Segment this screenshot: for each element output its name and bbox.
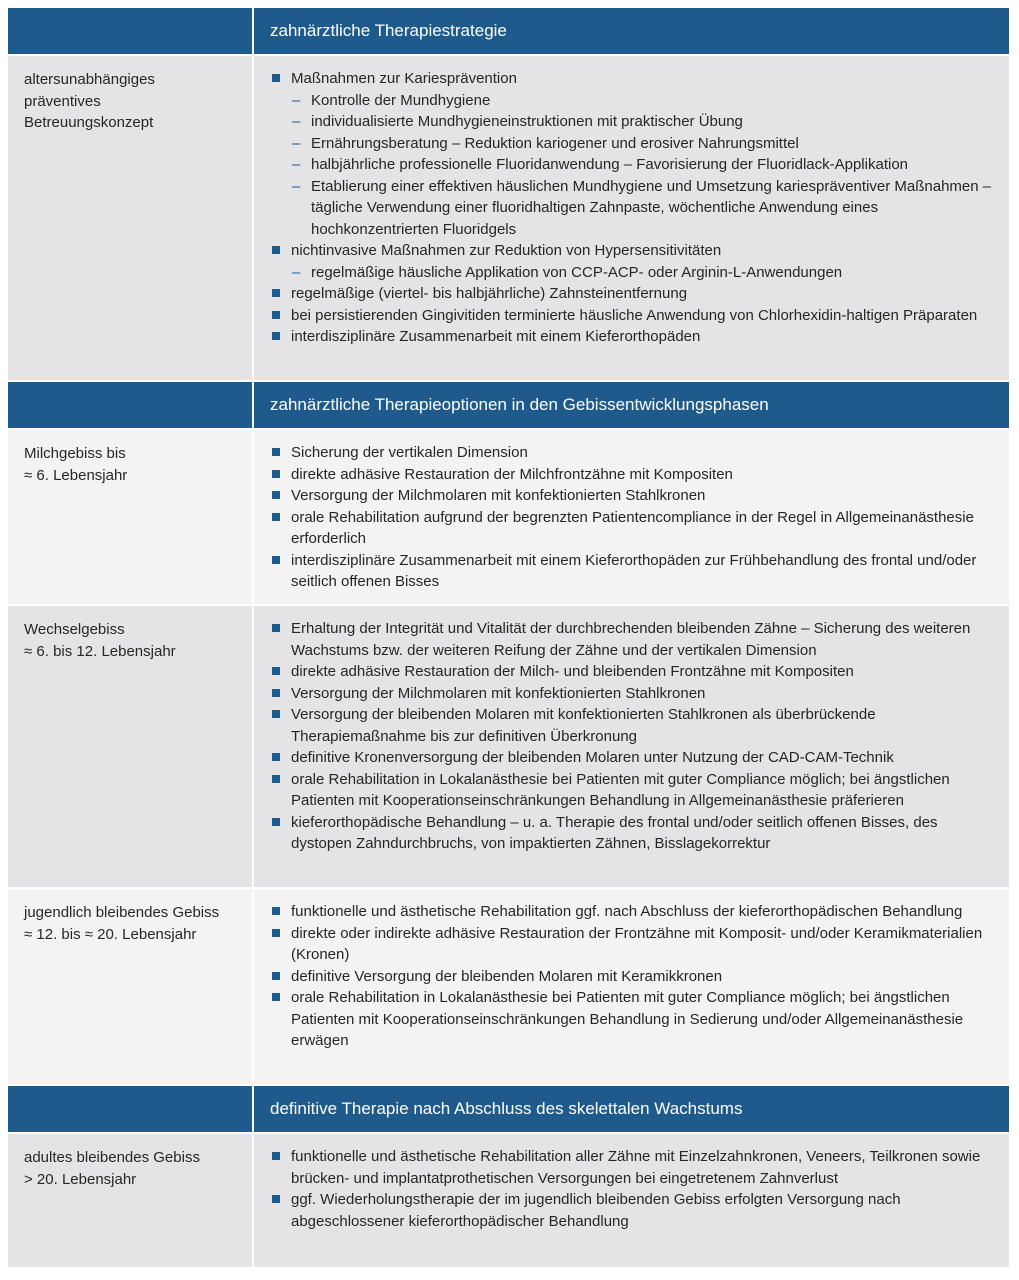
table-header-row xyxy=(8,8,1009,56)
list-item: Maßnahmen zur Kariesprävention – Kontrolle der Mundhygiene – individualisierte Mundhygieneinstruktionen mit praktischer Übung – Ernährungsberatung – Reduktion kariogener und erosiver Nahrungsmittel – halbjährliche professionelle Fluoridanwendung – Favorisierung der Fluoridlack-Applikation – Etablierung einer effektiven häuslichen Mundhygiene und Umsetzung kariespräventiver Maßnahmen – tägliche Verwendung einer fluoridhaltigen Zahnpaste, wöchentliche Anwendung eines hochkonzentrierten Fluoridgels xyxy=(268,68,995,240)
sub-list-item: – halbjährliche professionelle Fluoridanwendung – Favorisierung der Fluoridlack-Applikation xyxy=(291,154,995,176)
table-row xyxy=(8,430,1009,606)
table-header-row xyxy=(8,1086,1009,1134)
header-therapy-options: zahnärztliche Therapieoptionen in den Gebissentwicklungsphasen xyxy=(270,395,769,415)
sub-list-item: – Etablierung einer effektiven häuslichen Mundhygiene und Umsetzung kariespräventiver Maßnahmen – tägliche Verwendung einer fluoridhaltigen Zahnpaste, wöchentliche Anwendung eines hochkonzentrierten Fluoridgels xyxy=(291,176,995,241)
header-empty-cell xyxy=(8,8,254,54)
row-label-line: > 20. Lebensjahr xyxy=(24,1170,137,1188)
row-label-line: ≈ 6. bis 12. Lebensjahr xyxy=(24,642,176,660)
sub-list-item: – regelmäßige häusliche Applikation von CCP-ACP- oder Arginin-L-Anwendungen xyxy=(291,262,995,284)
table-row xyxy=(8,889,1009,1086)
row-label xyxy=(8,1134,254,1267)
list-item: nichtinvasive Maßnahmen zur Reduktion von Hypersensitivitäten – regelmäßige häusliche Applikation von CCP-ACP- oder Arginin-L-Anwendungen xyxy=(268,240,995,283)
list-item: Versorgung der Milchmolaren mit konfektionierten Stahlkronen xyxy=(268,485,995,507)
list-item: interdisziplinäre Zusammenarbeit mit einem Kieferorthopäden xyxy=(268,326,995,348)
row-label xyxy=(8,889,254,1084)
row-label-line: ≈ 6. Lebensjahr xyxy=(24,466,128,484)
row-label xyxy=(8,430,254,604)
list-item: funktionelle und ästhetische Rehabilitation ggf. nach Abschluss der kieferorthopädischen Behandlung xyxy=(268,901,995,923)
row-content xyxy=(254,1134,1009,1267)
list-item: Versorgung der bleibenden Molaren mit konfektionierten Stahlkronen als überbrückende Therapiemaßnahme bis zur definitiven Überkronung xyxy=(268,704,995,747)
list-item: Sicherung der vertikalen Dimension xyxy=(268,442,995,464)
list-item: interdisziplinäre Zusammenarbeit mit einem Kieferorthopäden zur Frühbehandlung des frontal und/oder seitlich offenen Bisses xyxy=(268,550,995,593)
list-item: bei persistierenden Gingivitiden terminierte häusliche Anwendung von Chlorhexidin-haltigen Präparaten xyxy=(268,305,995,327)
row-label-line: altersunabhängiges xyxy=(24,71,155,88)
list-item: Versorgung der Milchmolaren mit konfektionierten Stahlkronen xyxy=(268,683,995,705)
row-label-line: präventives xyxy=(24,92,101,110)
sub-list-item: – Ernährungsberatung – Reduktion kariogener und erosiver Nahrungsmittel xyxy=(291,133,995,155)
header-empty-cell xyxy=(8,382,254,428)
sub-list-item: – Kontrolle der Mundhygiene xyxy=(291,90,995,112)
row-label xyxy=(8,56,254,380)
row-content xyxy=(254,606,1009,887)
row-label-line: jugendlich bleibendes Gebiss xyxy=(24,904,220,921)
header-empty-cell xyxy=(8,1086,254,1132)
row-label-line: Betreuungskonzept xyxy=(24,114,154,131)
list-item: direkte oder indirekte adhäsive Restauration der Frontzähne mit Komposit- und/oder Keramikmaterialien (Kronen) xyxy=(268,923,995,966)
header-therapy-strategy: zahnärztliche Therapiestrategie xyxy=(270,21,507,41)
list-item: Erhaltung der Integrität und Vitalität der durchbrechenden bleibenden Zähne – Sicherung des weiteren Wachstums bzw. der weiteren Reifung der Zähne und der vertikalen Dimension xyxy=(268,618,995,661)
list-item: funktionelle und ästhetische Rehabilitation aller Zähne mit Einzelzahnkronen, Veneers, Teilkronen sowie brücken- und implantatprothetischen Versorgungen bei eingetretenem Zahnverlust xyxy=(268,1146,995,1189)
list-item: definitive Kronenversorgung der bleibenden Molaren unter Nutzung der CAD-CAM-Technik xyxy=(268,747,995,769)
row-content xyxy=(254,56,1009,380)
row-label xyxy=(8,606,254,887)
list-item: direkte adhäsive Restauration der Milch- und bleibenden Frontzähne mit Kompositen xyxy=(268,661,995,683)
row-label-line: ≈ 12. bis ≈ 20. Lebensjahr xyxy=(24,925,197,943)
table-row xyxy=(8,1134,1009,1269)
table-header-row xyxy=(8,382,1009,430)
list-item: direkte adhäsive Restauration der Milchfrontzähne mit Kompositen xyxy=(268,464,995,486)
list-item: ggf. Wiederholungstherapie der im jugendlich bleibenden Gebiss erfolgten Versorgung nach abgeschlossener kieferorthopädischer Behandlung xyxy=(268,1189,995,1232)
sub-list-item: – individualisierte Mundhygieneinstruktionen mit praktischer Übung xyxy=(291,111,995,133)
row-label-line: adultes bleibendes Gebiss xyxy=(24,1149,200,1166)
row-label-line: Milchgebiss bis xyxy=(24,445,126,462)
list-item: orale Rehabilitation in Lokalanästhesie bei Patienten mit guter Compliance möglich; bei ängstlichen Patienten mit Kooperationseinschränkungen Behandlung in Sedierung und/oder Allgemeinanästhesie erwägen xyxy=(268,987,995,1052)
row-content xyxy=(254,430,1009,604)
list-item: orale Rehabilitation aufgrund der begrenzten Patientencompliance in der Regel in Allgemeinanästhesie erforderlich xyxy=(268,507,995,550)
row-content xyxy=(254,889,1009,1084)
list-item: kieferorthopädische Behandlung – u. a. Therapie des frontal und/oder seitlich offenen Bisses, des dystopen Zahndurchbruchs, von impaktierten Zähnen, Bisslagekorrektur xyxy=(268,812,995,855)
list-item: regelmäßige (viertel- bis halbjährliche) Zahnsteinentfernung xyxy=(268,283,995,305)
list-item: definitive Versorgung der bleibenden Molaren mit Keramikkronen xyxy=(268,966,995,988)
table-row xyxy=(8,56,1009,382)
header-definitive-therapy: definitive Therapie nach Abschluss des skelettalen Wachstums xyxy=(270,1099,743,1119)
therapy-table xyxy=(8,8,1009,1269)
list-item: orale Rehabilitation in Lokalanästhesie bei Patienten mit guter Compliance möglich; bei ängstlichen Patienten mit Kooperationseinschränkungen Behandlung in Allgemeinanästhesie präferieren xyxy=(268,769,995,812)
table-row xyxy=(8,606,1009,889)
row-label-line: Wechselgebiss xyxy=(24,621,125,638)
